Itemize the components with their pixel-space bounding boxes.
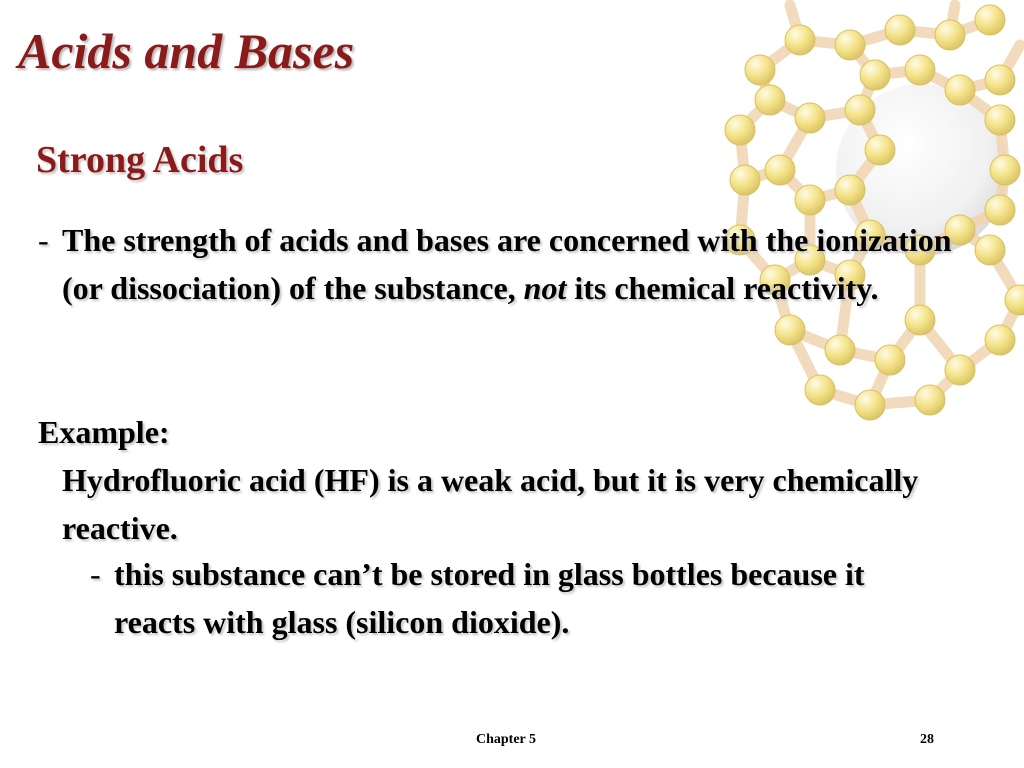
example-label: Example: — [38, 414, 170, 450]
example-text: Hydrofluoric acid (HF) is a weak acid, but it is very chemically reactive. — [62, 462, 919, 546]
buckyball-molecule-image — [700, 0, 1024, 430]
bullet-text-end: its chemical reactivity. — [566, 270, 879, 306]
bullet-item — [38, 216, 998, 312]
sub-bullet-item — [90, 550, 950, 646]
sub-bullet-marker: - — [90, 556, 101, 592]
slide-title: Acids and Bases — [18, 23, 355, 79]
footer-page-number: 28 — [920, 732, 934, 747]
sub-bullet-text: this substance can’t be stored in glass bottles because it reacts with glass (silicon dioxide). — [114, 556, 865, 640]
bullet-marker: - — [38, 222, 49, 258]
emphasis-text: not — [523, 270, 567, 306]
bullet-text-start: The strength of acids and bases are concerned with the ionization (or dissociation) of the substance, — [62, 222, 952, 306]
slide-subtitle: Strong Acids — [36, 139, 244, 181]
footer-chapter: Chapter 5 — [476, 732, 537, 747]
bullet-text — [62, 216, 998, 312]
